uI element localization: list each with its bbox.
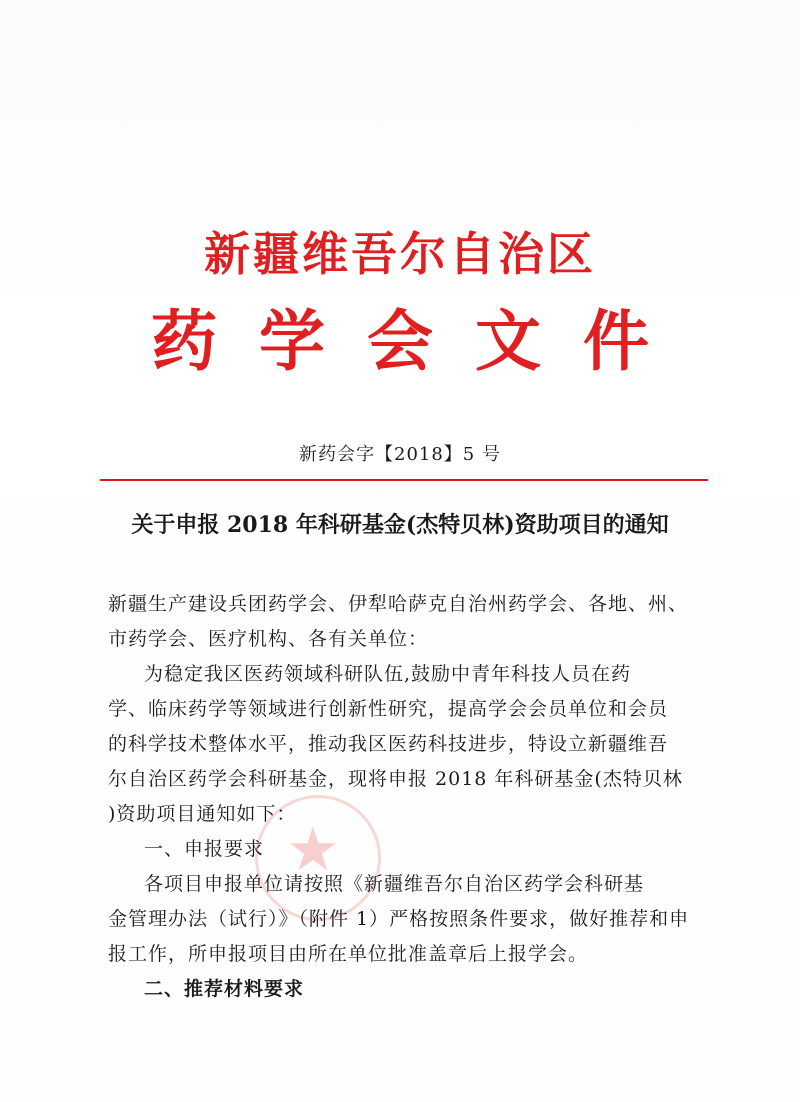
section-heading-2: 二、推荐材料要求: [144, 978, 305, 1000]
recipients-line-2: 市药学会、医疗机构、各有关单位：: [108, 628, 429, 650]
document-number: 新药会字【2018】5 号: [299, 444, 501, 465]
red-divider-line: [100, 479, 708, 481]
paragraph-2-line-1: 各项目申报单位请按照《新疆维吾尔自治区药学会科研基: [144, 873, 645, 895]
header-org-name: 新疆维吾尔自治区: [204, 227, 596, 281]
paragraph-1-line-5: )资助项目通知如下：: [108, 803, 297, 825]
paragraph-1-line-2: 学、临床药学等领域进行创新性研究，提高学会会员单位和会员: [108, 698, 669, 720]
paragraph-2-line-3: 报工作，所申报项目由所在单位批准盖章后上报学会。: [108, 943, 589, 965]
section-heading-1: 一、申报要求: [144, 838, 265, 860]
paragraph-1-line-3: 的科学技术整体水平，推动我区医药科技进步，特设立新疆维吾: [108, 733, 669, 755]
document-title: 关于申报 2018 年科研基金(杰特贝林)资助项目的通知: [131, 512, 669, 538]
recipients-line-1: 新疆生产建设兵团药学会、伊犁哈萨克自治州药学会、各地、州、: [108, 593, 689, 615]
header-doc-type: 药学会文件: [151, 302, 691, 380]
paragraph-2-line-2: 金管理办法（试行）》（附件 1）严格按照条件要求，做好推荐和申: [108, 908, 690, 930]
paragraph-1-line-4: 尔自治区药学会科研基金，现将申报 2018 年科研基金(杰特贝林: [108, 768, 683, 790]
paragraph-1-line-1: 为稳定我区医药领域科研队伍,鼓励中青年科技人员在药: [144, 663, 632, 685]
star-seal-icon: ★: [286, 815, 340, 885]
